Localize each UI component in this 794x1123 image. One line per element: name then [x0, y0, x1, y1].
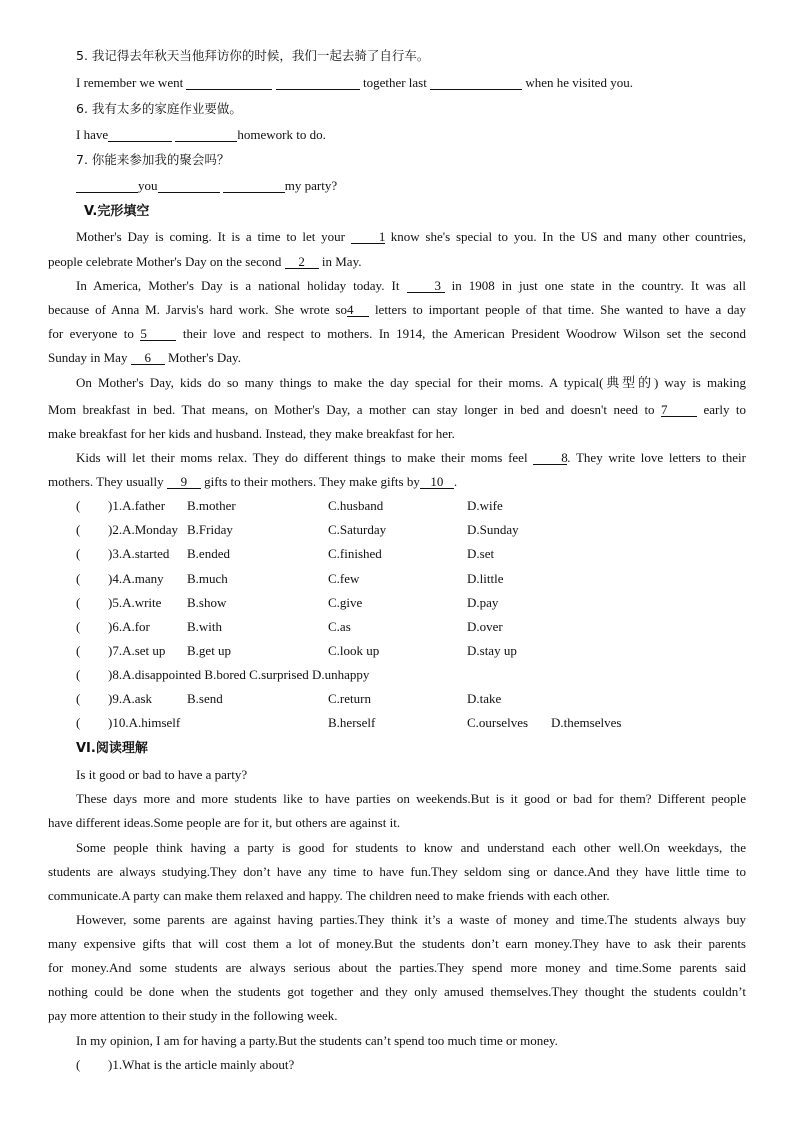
reading-line: In my opinion, I am for having a party.But the students can’t spend too much time or money.: [76, 1033, 558, 1048]
option-d[interactable]: D.pay: [467, 595, 499, 610]
cloze-text: . They write love letters to their: [567, 450, 746, 465]
q5-blank-2[interactable]: [276, 76, 360, 90]
q7-blank-2[interactable]: [158, 179, 220, 193]
q5-blank-3[interactable]: [430, 76, 522, 90]
cloze-blank-10[interactable]: 10: [420, 475, 454, 489]
cloze-p2-line3: [48, 326, 746, 342]
cloze-blank-1[interactable]: 1: [351, 230, 385, 244]
answer-paren: (: [76, 715, 81, 730]
reading-line: many expensive gifts that will cost them a lot of money.But the students don’t earn money.They have to ask their parents: [48, 936, 746, 951]
option-c[interactable]: C.give: [328, 595, 363, 610]
cloze-p1-line2: [48, 254, 361, 270]
option-b[interactable]: B.show: [187, 595, 227, 610]
cloze-text: Mother's Day is coming. It is a time to let your: [76, 229, 345, 244]
reading-line: students are always studying.They don’t have any time to have fun.They seldom sing or dance.And they have little time to: [48, 864, 746, 879]
cloze-text: gifts to their mothers. They make gifts by: [204, 474, 420, 489]
answer-paren: (: [76, 691, 81, 706]
option-d[interactable]: D.over: [467, 619, 503, 634]
q5-text-a: I remember we went: [76, 75, 184, 90]
cloze-text: people celebrate Mother's Day on the second: [48, 254, 282, 269]
option-c[interactable]: C.Saturday: [328, 522, 387, 537]
q5-blank-1[interactable]: [186, 76, 272, 90]
translation-q7-chinese: 7. 你能来参加我的聚会吗？: [76, 152, 230, 167]
cloze-blank-3[interactable]: 3: [407, 279, 445, 293]
cloze-p2-line4: [48, 350, 241, 366]
cloze-text: because of Anna M. Jarvis's hard work. She wrote so: [48, 302, 347, 317]
q7-text-a: you: [138, 178, 158, 193]
cloze-p3-line1: On Mother's Day, kids do so many things to make the day special for their moms. A typical(典型的) way is making: [76, 375, 746, 390]
cloze-text: Sunday in May: [48, 350, 128, 365]
option-c[interactable]: C.ourselves: [467, 715, 529, 730]
translation-q6-chinese: 6. 我有太多的家庭作业要做。: [76, 101, 242, 116]
answer-paren: (: [76, 1057, 81, 1072]
cloze-blank-6[interactable]: 6: [131, 351, 165, 365]
answer-paren: (: [76, 595, 81, 610]
option-a[interactable]: )7.A.set up: [108, 643, 166, 658]
option-c[interactable]: C.few: [328, 571, 360, 586]
translation-q6-english: [76, 127, 326, 143]
cloze-p3-line2: [48, 402, 746, 418]
cloze-blank-9[interactable]: 9: [167, 475, 201, 489]
option-d[interactable]: D.set: [467, 546, 495, 561]
q6-blank-1[interactable]: [108, 128, 172, 142]
cloze-text: know she's special to you. In the US and many other countries,: [390, 229, 747, 244]
option-c[interactable]: C.as: [328, 619, 351, 634]
q5-text-c: when he visited you.: [525, 75, 633, 90]
cloze-p2-line1: [48, 278, 746, 294]
option-d[interactable]: D.themselves: [551, 715, 622, 730]
q7-blank-1[interactable]: [76, 179, 138, 193]
cloze-text: mothers. They usually: [48, 474, 164, 489]
option-b[interactable]: B.send: [187, 691, 223, 706]
option-b[interactable]: B.ended: [187, 546, 230, 561]
answer-paren: (: [76, 571, 81, 586]
reading-line: pay more attention to their study in the following week.: [48, 1008, 338, 1023]
option-a[interactable]: )2.A.Monday: [108, 522, 179, 537]
option-b[interactable]: B.much: [187, 571, 228, 586]
answer-paren: (: [76, 667, 81, 682]
reading-line: have different ideas.Some people are for it, but others are against it.: [48, 815, 401, 830]
option-d[interactable]: D.Sunday: [467, 522, 519, 537]
question-text: )1.What is the article mainly about?: [108, 1057, 295, 1072]
option-c[interactable]: C.husband: [328, 498, 384, 513]
cloze-section-title: V.完形填空: [84, 204, 150, 219]
q6-blank-2[interactable]: [175, 128, 237, 142]
reading-line: However, some parents are against having parties.They think it’s a waste of money and time.The students always buy: [76, 912, 746, 927]
cloze-blank-4[interactable]: 4: [347, 303, 369, 317]
cloze-blank-7[interactable]: 7: [661, 403, 697, 417]
option-d[interactable]: D.wife: [467, 498, 503, 513]
cloze-text: early to: [703, 402, 747, 417]
cloze-text: in May.: [321, 254, 362, 269]
translation-q5-english: [76, 75, 633, 91]
cloze-blank-8[interactable]: 8: [533, 451, 567, 465]
cloze-text: for everyone to: [48, 326, 134, 341]
option-b[interactable]: B.get up: [187, 643, 232, 658]
cloze-text: Mother's Day.: [167, 350, 241, 365]
option-a[interactable]: )4.A.many: [108, 571, 164, 586]
cloze-p4-line1: [48, 450, 746, 466]
option-c[interactable]: C.return: [328, 691, 371, 706]
answer-paren: (: [76, 619, 81, 634]
reading-line: for money.And some students are always serious about the parties.They spend more money and time.Some parents said: [48, 960, 746, 975]
cloze-p2-line2: [48, 302, 746, 318]
option-a[interactable]: )9.A.ask: [108, 691, 153, 706]
option-a[interactable]: )6.A.for: [108, 619, 150, 634]
option-a[interactable]: )1.A.father: [108, 498, 166, 513]
q7-text-b: my party?: [284, 178, 338, 193]
cloze-p1-line1: [48, 229, 746, 245]
reading-line: Some people think having a party is good for students to know and understand each other well.On weekdays, the: [76, 840, 746, 855]
option-a[interactable]: )3.A.started: [108, 546, 170, 561]
cloze-text: In America, Mother's Day is a national holiday today. It: [76, 278, 400, 293]
option-b[interactable]: B.mother: [187, 498, 236, 513]
q6-text-a: I have: [76, 127, 109, 142]
answer-paren: (: [76, 498, 81, 513]
cloze-p4-line2: [48, 474, 457, 490]
cloze-p3-line3: make breakfast for her kids and husband. Instead, they make breakfast for her.: [48, 426, 455, 441]
reading-line: These days more and more students like to have parties on weekends.But is it good or bad for them? Different people: [76, 791, 746, 806]
cloze-text: Kids will let their moms relax. They do different things to make their moms feel: [76, 450, 528, 465]
options-line[interactable]: )8.A.disappointed B.bored C.surprised D.unhappy: [108, 667, 370, 682]
cloze-text: their love and respect to mothers. In 1914, the American President Woodrow Wilson set the second: [182, 326, 747, 341]
reading-heading: Is it good or bad to have a party?: [76, 767, 248, 782]
reading-line: communicate.A party can make them relaxed and happy. The children need to make friends with each other.: [48, 888, 610, 903]
answer-paren: (: [76, 546, 81, 561]
q6-text-b: homework to do.: [237, 127, 326, 142]
cloze-text: .: [453, 474, 458, 489]
option-d[interactable]: D.little: [467, 571, 504, 586]
option-a[interactable]: )10.A.himself: [108, 715, 181, 730]
cloze-text: letters to important people of that time. She wanted to have a day: [374, 302, 747, 317]
translation-q7-english: [76, 178, 337, 194]
option-b[interactable]: B.Friday: [187, 522, 233, 537]
cloze-text: in 1908 in just one state in the country. It was all: [451, 278, 747, 293]
option-d[interactable]: D.stay up: [467, 643, 517, 658]
option-b[interactable]: B.with: [187, 619, 223, 634]
option-d[interactable]: D.take: [467, 691, 502, 706]
answer-paren: (: [76, 643, 81, 658]
answer-paren: (: [76, 522, 81, 537]
option-c[interactable]: C.finished: [328, 546, 382, 561]
reading-line: nothing could be done when the students got together and they only amused themselves.They thought the students couldn’t: [48, 984, 746, 999]
q5-text-b: together last: [362, 75, 427, 90]
cloze-blank-2[interactable]: 2: [285, 255, 319, 269]
q7-blank-3[interactable]: [223, 179, 285, 193]
option-c[interactable]: C.look up: [328, 643, 380, 658]
cloze-blank-5[interactable]: 5: [140, 327, 176, 341]
reading-section-title: VI.阅读理解: [76, 741, 148, 756]
translation-q5-chinese: 5. 我记得去年秋天当他拜访你的时候，我们一起去骑了自行车。: [76, 48, 430, 63]
option-b[interactable]: B.herself: [328, 715, 376, 730]
option-a[interactable]: )5.A.write: [108, 595, 162, 610]
cloze-text: Mom breakfast in bed. That means, on Mother's Day, a mother can stay longer in bed and doesn't need to: [48, 402, 655, 417]
